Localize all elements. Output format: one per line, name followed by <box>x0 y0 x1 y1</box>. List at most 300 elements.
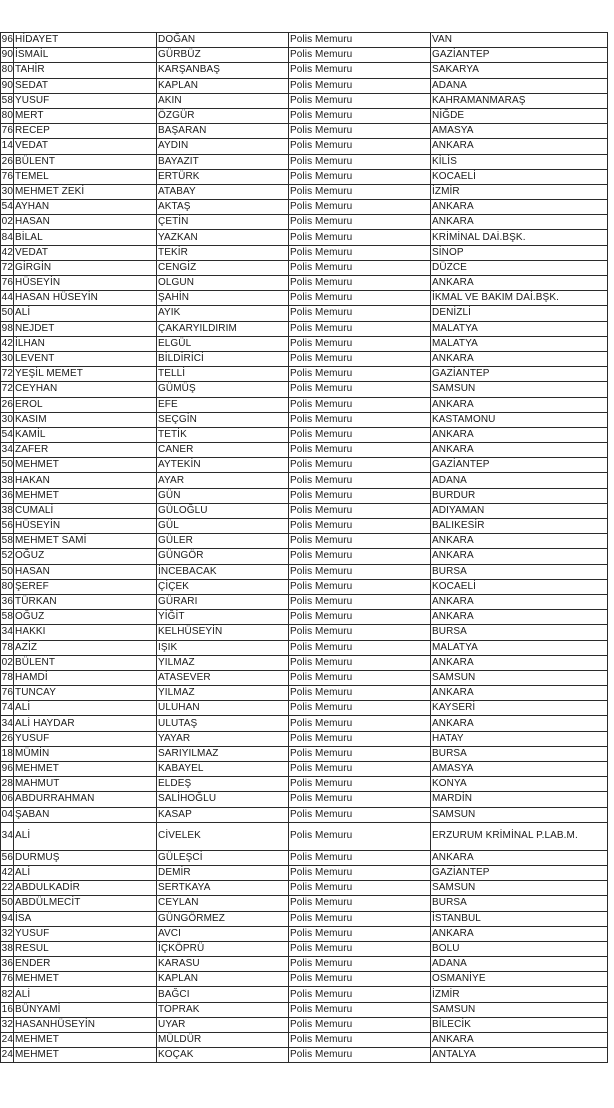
table-row <box>1 534 608 549</box>
city-cell: SAMSUN <box>431 1002 608 1017</box>
row-id-cell: 36 <box>1 957 14 972</box>
row-id-cell: 36 <box>1 488 14 503</box>
first-name-cell: TEMEL <box>14 169 157 184</box>
table-row <box>1 972 608 987</box>
table-row <box>1 200 608 215</box>
title-cell: Polis Memuru <box>289 896 431 911</box>
last-name-cell: YILMAZ <box>157 686 289 701</box>
city-cell: GAZİANTEP <box>431 367 608 382</box>
first-name-cell: DURMUŞ <box>14 850 157 865</box>
title-cell: Polis Memuru <box>289 610 431 625</box>
last-name-cell: YAZKAN <box>157 230 289 245</box>
personnel-list-sheet <box>0 32 604 1063</box>
city-cell: ANKARA <box>431 850 608 865</box>
row-id-cell: 50 <box>1 564 14 579</box>
table-row <box>1 716 608 731</box>
row-id-cell: 78 <box>1 640 14 655</box>
city-cell: KRİMİNAL DAİ.BŞK. <box>431 230 608 245</box>
city-cell: ANKARA <box>431 686 608 701</box>
table-row <box>1 1017 608 1032</box>
last-name-cell: KOÇAK <box>157 1048 289 1063</box>
city-cell: İKMAL VE BAKIM DAİ.BŞK. <box>431 291 608 306</box>
first-name-cell: MEHMET <box>14 458 157 473</box>
city-cell: ANKARA <box>431 926 608 941</box>
row-id-cell: 02 <box>1 655 14 670</box>
table-row <box>1 78 608 93</box>
last-name-cell: GÜNGÖRMEZ <box>157 911 289 926</box>
row-id-cell: 50 <box>1 896 14 911</box>
title-cell: Polis Memuru <box>289 33 431 48</box>
last-name-cell: ELDEŞ <box>157 777 289 792</box>
last-name-cell: ÇAKARYILDIRIM <box>157 321 289 336</box>
table-row <box>1 412 608 427</box>
row-id-cell: 34 <box>1 822 14 850</box>
last-name-cell: GÜLER <box>157 534 289 549</box>
row-id-cell: 26 <box>1 731 14 746</box>
last-name-cell: CENGİZ <box>157 260 289 275</box>
row-id-cell: 76 <box>1 686 14 701</box>
row-id-cell: 34 <box>1 716 14 731</box>
title-cell: Polis Memuru <box>289 564 431 579</box>
city-cell: BOLU <box>431 941 608 956</box>
first-name-cell: MEHMET <box>14 972 157 987</box>
city-cell: BURSA <box>431 625 608 640</box>
city-cell: BİLECİK <box>431 1017 608 1032</box>
last-name-cell: CİVELEK <box>157 822 289 850</box>
last-name-cell: ATABAY <box>157 184 289 199</box>
table-row <box>1 139 608 154</box>
last-name-cell: GÜLEŞCİ <box>157 850 289 865</box>
last-name-cell: GÜLOĞLU <box>157 503 289 518</box>
last-name-cell: IŞIK <box>157 640 289 655</box>
city-cell: ANKARA <box>431 427 608 442</box>
last-name-cell: YİĞİT <box>157 610 289 625</box>
table-row <box>1 427 608 442</box>
table-row <box>1 458 608 473</box>
row-id-cell: 32 <box>1 1017 14 1032</box>
table-row <box>1 291 608 306</box>
first-name-cell: SEDAT <box>14 78 157 93</box>
last-name-cell: GÜRBÜZ <box>157 48 289 63</box>
row-id-cell: 80 <box>1 108 14 123</box>
first-name-cell: TÜRKAN <box>14 594 157 609</box>
last-name-cell: KAPLAN <box>157 972 289 987</box>
city-cell: DÜZCE <box>431 260 608 275</box>
city-cell: SAMSUN <box>431 807 608 822</box>
row-id-cell: 76 <box>1 124 14 139</box>
table-row <box>1 670 608 685</box>
first-name-cell: BİLAL <box>14 230 157 245</box>
last-name-cell: TEKİR <box>157 245 289 260</box>
title-cell: Polis Memuru <box>289 987 431 1002</box>
title-cell: Polis Memuru <box>289 549 431 564</box>
city-cell: NİĞDE <box>431 108 608 123</box>
city-cell: AMASYA <box>431 762 608 777</box>
table-row <box>1 1002 608 1017</box>
first-name-cell: MEHMET <box>14 488 157 503</box>
last-name-cell: BİLDİRİCİ <box>157 351 289 366</box>
table-row <box>1 473 608 488</box>
title-cell: Polis Memuru <box>289 655 431 670</box>
first-name-cell: VEDAT <box>14 245 157 260</box>
title-cell: Polis Memuru <box>289 412 431 427</box>
last-name-cell: BAĞCI <box>157 987 289 1002</box>
row-id-cell: 02 <box>1 215 14 230</box>
city-cell: GAZİANTEP <box>431 865 608 880</box>
first-name-cell: ŞEREF <box>14 579 157 594</box>
city-cell: SAMSUN <box>431 382 608 397</box>
row-id-cell: 16 <box>1 1002 14 1017</box>
last-name-cell: AVCI <box>157 926 289 941</box>
last-name-cell: ULUHAN <box>157 701 289 716</box>
table-row <box>1 896 608 911</box>
last-name-cell: UYAR <box>157 1017 289 1032</box>
row-id-cell: 42 <box>1 336 14 351</box>
last-name-cell: KABAYEL <box>157 762 289 777</box>
city-cell: SAMSUN <box>431 881 608 896</box>
last-name-cell: GÜMÜŞ <box>157 382 289 397</box>
last-name-cell: GÜN <box>157 488 289 503</box>
last-name-cell: DEMİR <box>157 865 289 880</box>
first-name-cell: ABDURRAHMAN <box>14 792 157 807</box>
row-id-cell: 96 <box>1 33 14 48</box>
title-cell: Polis Memuru <box>289 63 431 78</box>
city-cell: ANKARA <box>431 443 608 458</box>
title-cell: Polis Memuru <box>289 865 431 880</box>
first-name-cell: YEŞİL MEMET <box>14 367 157 382</box>
title-cell: Polis Memuru <box>289 154 431 169</box>
row-id-cell: 18 <box>1 746 14 761</box>
table-row <box>1 351 608 366</box>
title-cell: Polis Memuru <box>289 594 431 609</box>
title-cell: Polis Memuru <box>289 473 431 488</box>
title-cell: Polis Memuru <box>289 686 431 701</box>
table-row <box>1 443 608 458</box>
last-name-cell: SARIYILMAZ <box>157 746 289 761</box>
first-name-cell: BÜLENT <box>14 154 157 169</box>
title-cell: Polis Memuru <box>289 503 431 518</box>
city-cell: VAN <box>431 33 608 48</box>
first-name-cell: VEDAT <box>14 139 157 154</box>
last-name-cell: ÖZGÜR <box>157 108 289 123</box>
row-id-cell: 90 <box>1 78 14 93</box>
row-id-cell: 76 <box>1 169 14 184</box>
city-cell: ADANA <box>431 957 608 972</box>
table-row <box>1 564 608 579</box>
title-cell: Polis Memuru <box>289 443 431 458</box>
city-cell: BURSA <box>431 746 608 761</box>
last-name-cell: AKTAŞ <box>157 200 289 215</box>
title-cell: Polis Memuru <box>289 260 431 275</box>
city-cell: İZMİR <box>431 184 608 199</box>
first-name-cell: MÜMİN <box>14 746 157 761</box>
table-row <box>1 957 608 972</box>
row-id-cell: 34 <box>1 443 14 458</box>
table-row <box>1 865 608 880</box>
first-name-cell: YUSUF <box>14 731 157 746</box>
city-cell: HATAY <box>431 731 608 746</box>
city-cell: ANTALYA <box>431 1048 608 1063</box>
city-cell: ANKARA <box>431 534 608 549</box>
row-id-cell: 14 <box>1 139 14 154</box>
city-cell: ANKARA <box>431 200 608 215</box>
row-id-cell: 56 <box>1 850 14 865</box>
row-id-cell: 58 <box>1 534 14 549</box>
first-name-cell: BÜNYAMİ <box>14 1002 157 1017</box>
first-name-cell: BÜLENT <box>14 655 157 670</box>
table-row <box>1 850 608 865</box>
city-cell: ANKARA <box>431 139 608 154</box>
row-id-cell: 52 <box>1 549 14 564</box>
row-id-cell: 56 <box>1 519 14 534</box>
first-name-cell: NEJDET <box>14 321 157 336</box>
title-cell: Polis Memuru <box>289 124 431 139</box>
first-name-cell: MEHMET <box>14 762 157 777</box>
title-cell: Polis Memuru <box>289 200 431 215</box>
personnel-table-body <box>1 33 608 1063</box>
city-cell: İZMİR <box>431 987 608 1002</box>
table-row <box>1 169 608 184</box>
last-name-cell: GÜNGÖR <box>157 549 289 564</box>
table-row <box>1 731 608 746</box>
title-cell: Polis Memuru <box>289 762 431 777</box>
table-row <box>1 108 608 123</box>
title-cell: Polis Memuru <box>289 321 431 336</box>
first-name-cell: HASAN <box>14 215 157 230</box>
first-name-cell: OĞUZ <box>14 549 157 564</box>
city-cell: ADANA <box>431 78 608 93</box>
first-name-cell: CEYHAN <box>14 382 157 397</box>
row-id-cell: 72 <box>1 260 14 275</box>
row-id-cell: 22 <box>1 881 14 896</box>
last-name-cell: ERTÜRK <box>157 169 289 184</box>
table-row <box>1 1048 608 1063</box>
first-name-cell: HÜSEYİN <box>14 276 157 291</box>
last-name-cell: DOĞAN <box>157 33 289 48</box>
city-cell: MARDİN <box>431 792 608 807</box>
title-cell: Polis Memuru <box>289 911 431 926</box>
city-cell: ADANA <box>431 473 608 488</box>
title-cell: Polis Memuru <box>289 850 431 865</box>
last-name-cell: TETİK <box>157 427 289 442</box>
first-name-cell: HASAN <box>14 564 157 579</box>
last-name-cell: ATASEVER <box>157 670 289 685</box>
table-row <box>1 746 608 761</box>
row-id-cell: 38 <box>1 503 14 518</box>
first-name-cell: ALİ HAYDAR <box>14 716 157 731</box>
first-name-cell: İLHAN <box>14 336 157 351</box>
first-name-cell: KASIM <box>14 412 157 427</box>
table-row <box>1 260 608 275</box>
city-cell: KİLİS <box>431 154 608 169</box>
city-cell: ANKARA <box>431 655 608 670</box>
first-name-cell: KAMİL <box>14 427 157 442</box>
row-id-cell: 72 <box>1 367 14 382</box>
title-cell: Polis Memuru <box>289 397 431 412</box>
table-row <box>1 63 608 78</box>
title-cell: Polis Memuru <box>289 458 431 473</box>
first-name-cell: ABDÜLMECİT <box>14 896 157 911</box>
first-name-cell: MEHMET <box>14 1033 157 1048</box>
city-cell: ANKARA <box>431 397 608 412</box>
last-name-cell: CANER <box>157 443 289 458</box>
table-row <box>1 245 608 260</box>
title-cell: Polis Memuru <box>289 1017 431 1032</box>
table-row <box>1 503 608 518</box>
title-cell: Polis Memuru <box>289 427 431 442</box>
first-name-cell: HASAN HÜSEYİN <box>14 291 157 306</box>
last-name-cell: KARŞANBAŞ <box>157 63 289 78</box>
first-name-cell: MEHMET SAMİ <box>14 534 157 549</box>
last-name-cell: BAŞARAN <box>157 124 289 139</box>
first-name-cell: ENDER <box>14 957 157 972</box>
last-name-cell: ULUTAŞ <box>157 716 289 731</box>
first-name-cell: ABDULKADİR <box>14 881 157 896</box>
last-name-cell: BAYAZIT <box>157 154 289 169</box>
title-cell: Polis Memuru <box>289 230 431 245</box>
title-cell: Polis Memuru <box>289 640 431 655</box>
last-name-cell: YILMAZ <box>157 655 289 670</box>
table-row <box>1 807 608 822</box>
title-cell: Polis Memuru <box>289 184 431 199</box>
city-cell: ADIYAMAN <box>431 503 608 518</box>
first-name-cell: AYHAN <box>14 200 157 215</box>
city-cell: BURDUR <box>431 488 608 503</box>
title-cell: Polis Memuru <box>289 48 431 63</box>
first-name-cell: ALİ <box>14 865 157 880</box>
title-cell: Polis Memuru <box>289 716 431 731</box>
row-id-cell: 54 <box>1 427 14 442</box>
city-cell: ANKARA <box>431 1033 608 1048</box>
title-cell: Polis Memuru <box>289 276 431 291</box>
city-cell: BALIKESİR <box>431 519 608 534</box>
first-name-cell: ALİ <box>14 701 157 716</box>
title-cell: Polis Memuru <box>289 351 431 366</box>
table-row <box>1 594 608 609</box>
first-name-cell: ALİ <box>14 306 157 321</box>
last-name-cell: MÜLDÜR <box>157 1033 289 1048</box>
city-cell: KOCAELİ <box>431 579 608 594</box>
title-cell: Polis Memuru <box>289 245 431 260</box>
first-name-cell: MERT <box>14 108 157 123</box>
last-name-cell: OLGUN <box>157 276 289 291</box>
table-row <box>1 367 608 382</box>
city-cell: KONYA <box>431 777 608 792</box>
title-cell: Polis Memuru <box>289 926 431 941</box>
first-name-cell: HİDAYET <box>14 33 157 48</box>
first-name-cell: İSMAİL <box>14 48 157 63</box>
city-cell: MALATYA <box>431 336 608 351</box>
first-name-cell: ALİ <box>14 987 157 1002</box>
first-name-cell: YUSUF <box>14 926 157 941</box>
table-row <box>1 911 608 926</box>
first-name-cell: MEHMET ZEKİ <box>14 184 157 199</box>
table-row <box>1 184 608 199</box>
last-name-cell: SALİHOĞLU <box>157 792 289 807</box>
city-cell: DENİZLİ <box>431 306 608 321</box>
title-cell: Polis Memuru <box>289 881 431 896</box>
city-cell: BURSA <box>431 896 608 911</box>
table-row <box>1 777 608 792</box>
city-cell: ERZURUM KRİMİNAL P.LAB.M. <box>431 822 608 850</box>
title-cell: Polis Memuru <box>289 534 431 549</box>
row-id-cell: 42 <box>1 865 14 880</box>
row-id-cell: 80 <box>1 579 14 594</box>
last-name-cell: AYTEKİN <box>157 458 289 473</box>
row-id-cell: 94 <box>1 911 14 926</box>
table-row <box>1 792 608 807</box>
table-row <box>1 276 608 291</box>
city-cell: MALATYA <box>431 640 608 655</box>
city-cell: ANKARA <box>431 549 608 564</box>
last-name-cell: AYDIN <box>157 139 289 154</box>
last-name-cell: İÇKÖPRÜ <box>157 941 289 956</box>
row-id-cell: 76 <box>1 276 14 291</box>
row-id-cell: 76 <box>1 972 14 987</box>
last-name-cell: ÇETİN <box>157 215 289 230</box>
first-name-cell: HAKAN <box>14 473 157 488</box>
title-cell: Polis Memuru <box>289 1048 431 1063</box>
table-row <box>1 154 608 169</box>
first-name-cell: CUMALİ <box>14 503 157 518</box>
row-id-cell: 30 <box>1 184 14 199</box>
title-cell: Polis Memuru <box>289 777 431 792</box>
title-cell: Polis Memuru <box>289 1033 431 1048</box>
title-cell: Polis Memuru <box>289 941 431 956</box>
title-cell: Polis Memuru <box>289 108 431 123</box>
row-id-cell: 32 <box>1 926 14 941</box>
table-row <box>1 1033 608 1048</box>
table-row <box>1 124 608 139</box>
row-id-cell: 28 <box>1 777 14 792</box>
city-cell: GAZİANTEP <box>431 48 608 63</box>
table-row <box>1 701 608 716</box>
city-cell: ANKARA <box>431 351 608 366</box>
row-id-cell: 30 <box>1 351 14 366</box>
last-name-cell: KELHÜSEYİN <box>157 625 289 640</box>
last-name-cell: AYAR <box>157 473 289 488</box>
first-name-cell: İSA <box>14 911 157 926</box>
first-name-cell: RESUL <box>14 941 157 956</box>
first-name-cell: HASANHÜSEYİN <box>14 1017 157 1032</box>
last-name-cell: TELLİ <box>157 367 289 382</box>
row-id-cell: 38 <box>1 941 14 956</box>
first-name-cell: ŞABAN <box>14 807 157 822</box>
table-row <box>1 579 608 594</box>
row-id-cell: 26 <box>1 154 14 169</box>
first-name-cell: EROL <box>14 397 157 412</box>
table-row <box>1 230 608 245</box>
row-id-cell: 30 <box>1 412 14 427</box>
first-name-cell: ALİ <box>14 822 157 850</box>
city-cell: ANKARA <box>431 594 608 609</box>
row-id-cell: 54 <box>1 200 14 215</box>
table-row <box>1 321 608 336</box>
city-cell: KASTAMONU <box>431 412 608 427</box>
title-cell: Polis Memuru <box>289 78 431 93</box>
city-cell: SAMSUN <box>431 670 608 685</box>
title-cell: Polis Memuru <box>289 139 431 154</box>
first-name-cell: ZAFER <box>14 443 157 458</box>
title-cell: Polis Memuru <box>289 93 431 108</box>
last-name-cell: YAYAR <box>157 731 289 746</box>
row-id-cell: 72 <box>1 382 14 397</box>
last-name-cell: AKIN <box>157 93 289 108</box>
table-row <box>1 48 608 63</box>
first-name-cell: AZİZ <box>14 640 157 655</box>
city-cell: MALATYA <box>431 321 608 336</box>
city-cell: KOCAELİ <box>431 169 608 184</box>
